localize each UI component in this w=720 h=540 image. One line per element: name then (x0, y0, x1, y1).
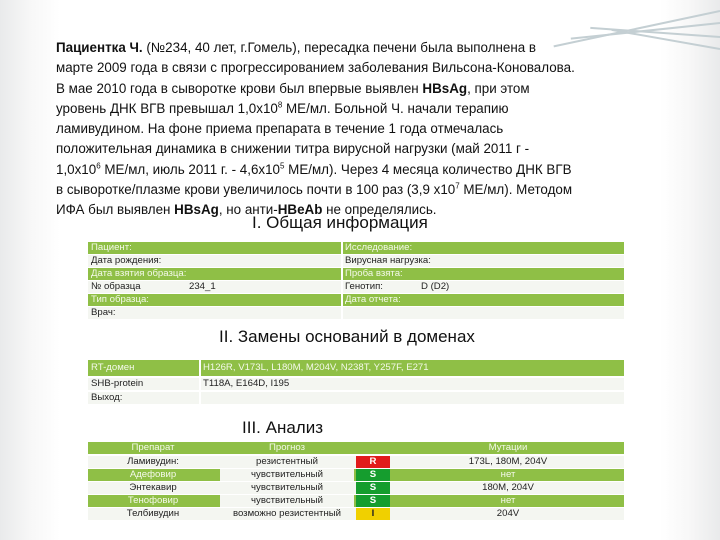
field-value: 234_1 (189, 281, 216, 292)
analysis-table (88, 442, 624, 524)
intro-text: МЕ/мл). Методом (459, 182, 573, 198)
intro-line (56, 160, 686, 180)
analysis-row (88, 508, 624, 520)
drug-name: Адефовир (129, 469, 177, 480)
intro-text: ламивудином. На фоне приема препарата в течение 1 года отмечалась (56, 121, 504, 137)
intro-text: ИФА был выявлен (56, 202, 175, 218)
general-info-row (88, 242, 624, 254)
general-info-row (88, 294, 624, 306)
field-label: Проба взята: (345, 268, 403, 279)
field-label: № образца (91, 281, 141, 292)
field-label: Пациент: (91, 242, 132, 253)
domain-label: Выход: (91, 392, 123, 403)
header-drug: Препарат (131, 442, 175, 453)
section-analysis-title: III. Анализ (242, 418, 324, 437)
intro-text: положительная динамика в снижении титра вирусной нагрузки (май 2011 г - (56, 141, 530, 157)
general-info-row (88, 255, 624, 267)
domain-row (88, 392, 624, 404)
intro-text: Пациентка Ч. (56, 40, 143, 55)
resistance-badge: R (356, 456, 390, 468)
analysis-header-row (88, 442, 624, 454)
intro-line (56, 119, 686, 139)
exponent: 8 (277, 100, 283, 110)
domain-value (200, 392, 623, 404)
section-domains-title: II. Замены оснований в доменах (219, 327, 475, 346)
drug-name: Тенофовир (127, 495, 179, 506)
field-value (418, 307, 551, 319)
forecast-value: чувствительный (220, 469, 354, 481)
intro-text: (№234, 40 лет, г.Гомель), пересадка печени была выполнена в (142, 40, 537, 55)
forecast-value: возможно резистентный (220, 508, 354, 520)
intro-text: HBsAg (422, 80, 468, 96)
header-forecast: Прогноз (269, 442, 305, 453)
case-description (56, 38, 686, 221)
domain-label: SHB-protein (91, 378, 144, 389)
drug-name: Ламивудин: (127, 456, 179, 467)
field-label: Дата взятия образца: (91, 268, 187, 279)
field-value (418, 242, 551, 254)
column-divider (199, 360, 201, 405)
intro-text: МЕ/мл, июль 2011 г. - 4,6х10 (100, 161, 280, 177)
header-code (356, 442, 390, 454)
intro-text: марте 2009 года в связи с прогрессированием заболевания Вильсона-Коновалова. (56, 60, 575, 76)
domain-value: H126R, V173L, L180M, M204V, N238T, Y257F, E271 (203, 362, 429, 373)
section-general-title: I. Общая информация (252, 213, 428, 232)
intro-line (56, 58, 686, 78)
domain-row (88, 360, 624, 376)
mutations-value: 180M, 204V (482, 482, 534, 493)
intro-text: МЕ/мл). Через 4 месяца количество ДНК ВГВ (284, 161, 572, 177)
field-label: Исследование: (345, 242, 413, 253)
mutations-value: 204V (496, 508, 520, 519)
field-value: D (D2) (421, 281, 450, 292)
intro-text: не определялись. (322, 202, 437, 218)
domain-label: RT-домен (91, 362, 135, 373)
general-info-table (88, 242, 624, 320)
drug-name: Энтекавир (129, 482, 177, 493)
intro-line (56, 180, 686, 200)
field-label: Генотип: (345, 281, 383, 292)
intro-text: HBeAb (277, 202, 323, 218)
exponent: 5 (280, 161, 285, 171)
field-label: Врач: (91, 307, 116, 318)
intro-text: , но анти- (218, 202, 278, 218)
analysis-row (88, 456, 624, 468)
exponent: 6 (96, 161, 101, 171)
drug-name: Телбивудин (126, 508, 180, 519)
resistance-badge: S (356, 495, 390, 507)
resistance-badge: I (356, 508, 390, 520)
mutations-value: 173L, 180M, 204V (468, 456, 548, 467)
intro-line (56, 139, 686, 159)
field-value (186, 242, 339, 254)
field-label: Дата отчета: (345, 294, 401, 305)
header-mutations: Мутации (488, 442, 528, 453)
field-value (186, 307, 339, 319)
forecast-value: чувствительный (220, 495, 354, 507)
field-value (186, 268, 339, 280)
intro-text: уровень ДНК ВГВ превышал 1,0х10 (56, 100, 278, 116)
intro-text: в сыворотке/плазме крови увеличилось почти в 100 раз (3,9 х10 (56, 182, 456, 198)
domain-value: T118A, E164D, I195 (203, 378, 290, 389)
mutations-value: нет (500, 469, 516, 480)
intro-text: В мае 2010 года в сыворотке крови был впервые выявлен (56, 80, 423, 96)
analysis-row (88, 482, 624, 494)
field-value (186, 255, 339, 267)
column-divider (341, 242, 343, 320)
field-value (418, 268, 551, 280)
mutations-value: нет (500, 495, 516, 506)
intro-text: 1,0х10 (56, 161, 97, 177)
field-value (418, 294, 551, 306)
analysis-row (88, 495, 624, 507)
resistance-badge: S (356, 482, 390, 494)
domain-substitutions-table (88, 360, 624, 405)
exponent: 7 (455, 181, 460, 191)
intro-text: , при этом (467, 80, 530, 96)
intro-line (56, 79, 686, 99)
general-info-row (88, 281, 624, 293)
domain-row (88, 378, 624, 390)
field-value (186, 294, 339, 306)
resistance-badge: S (356, 469, 390, 481)
general-info-row (88, 268, 624, 280)
intro-text: HBsAg (174, 202, 219, 218)
intro-text: МЕ/мл. Больной Ч. начали терапию (282, 100, 509, 116)
analysis-row (88, 469, 624, 481)
field-label: Тип образца: (91, 294, 149, 305)
intro-line (56, 38, 686, 58)
field-label: Дата рождения: (91, 255, 162, 266)
intro-line (56, 99, 686, 119)
field-label: Вирусная нагрузка: (345, 255, 431, 266)
field-value (418, 255, 551, 267)
forecast-value: чувствительный (220, 482, 354, 494)
forecast-value: резистентный (220, 456, 354, 468)
general-info-row (88, 307, 624, 319)
